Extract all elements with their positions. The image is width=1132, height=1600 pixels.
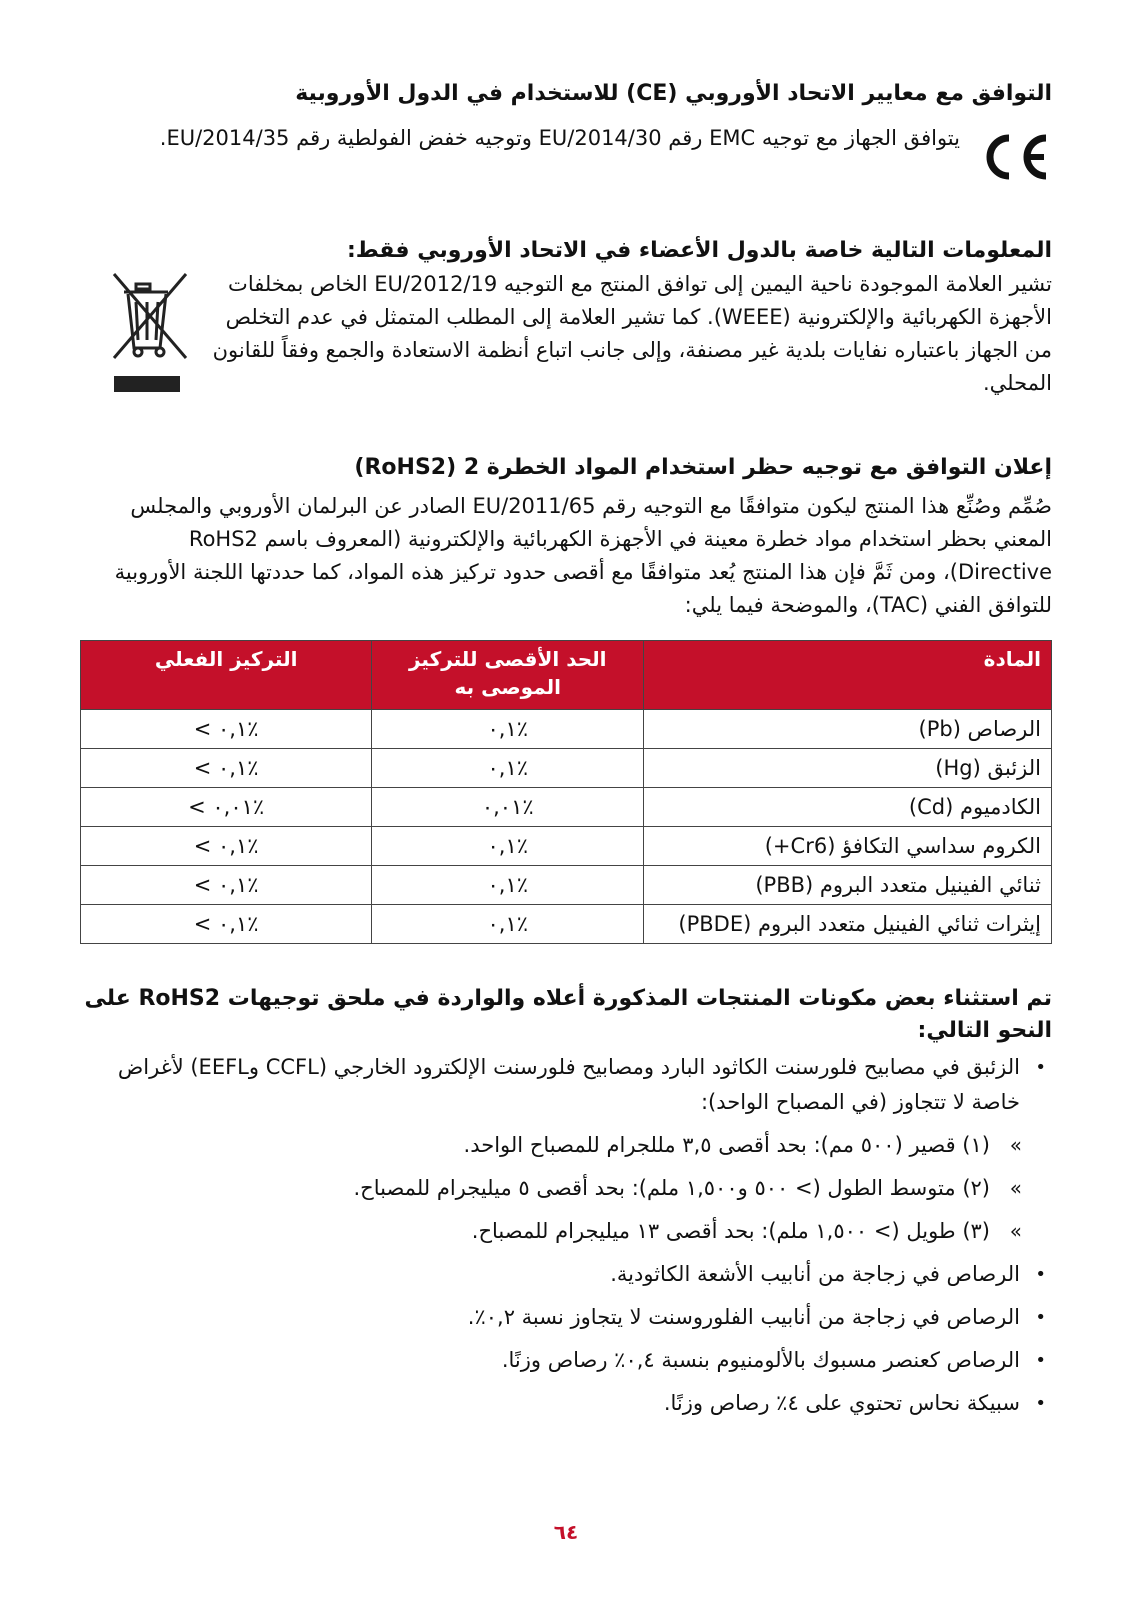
substance-cell: الزئبق (Hg) — [644, 749, 1052, 788]
substance-cell: الكروم سداسي التكافؤ (Cr6+) — [644, 827, 1052, 866]
list-item-text: الرصاص في زجاجة من أنابيب الأشعة الكاثودية. — [610, 1262, 1020, 1286]
list-item — [80, 1300, 1052, 1335]
table-row — [81, 788, 1052, 827]
sub-list-item — [80, 1214, 1052, 1249]
exemptions-list — [80, 1050, 1052, 1429]
rohs-heading: إعلان التوافق مع توجيه حظر استخدام المواد الخطرة 2 (RoHS2) — [354, 455, 1052, 480]
table-row — [81, 749, 1052, 788]
sub-list-item — [80, 1128, 1052, 1163]
actual-concentration-cell: < ٠,١٪ — [81, 905, 372, 944]
bullet-dot: • — [1035, 1057, 1046, 1078]
list-item — [80, 1257, 1052, 1292]
ce-compliance-text: يتوافق الجهاز مع توجيه EMC رقم 2014/30/EU وتوجيه خفض الفولطية رقم 2014/35/EU. — [159, 126, 960, 150]
bullet-dot: • — [1035, 1350, 1046, 1371]
substance-cell: إيثرات ثنائي الفينيل متعدد البروم (PBDE) — [644, 905, 1052, 944]
bullet-dot: • — [1035, 1393, 1046, 1414]
crossed-out-bin-icon — [110, 272, 190, 404]
header-substance: المادة — [644, 641, 1052, 710]
max-concentration-cell: ٠,١٪ — [372, 710, 644, 749]
header-actual-concentration: التركيز الفعلي — [81, 641, 372, 710]
substance-cell: الكادميوم (Cd) — [644, 788, 1052, 827]
table-row — [81, 866, 1052, 905]
ce-mark-icon — [973, 130, 1053, 184]
document-page — [80, 0, 1052, 1600]
actual-concentration-cell: < ٠,١٪ — [81, 827, 372, 866]
list-item — [80, 1386, 1052, 1421]
sub-list-item-text: (١) قصير (٥٠٠ مم): بحد أقصى ٣,٥ مللجرام للمصباح الواحد. — [463, 1133, 990, 1157]
sub-list-item — [80, 1171, 1052, 1206]
list-item — [80, 1343, 1052, 1378]
bullet-dot: • — [1035, 1264, 1046, 1285]
sub-bullet-mark: » — [1009, 1133, 1022, 1157]
list-item-text: سبيكة نحاس تحتوي على ٤٪ رصاص وزنًا. — [663, 1391, 1020, 1415]
max-concentration-cell: ٠,٠١٪ — [372, 788, 644, 827]
header-max-concentration: الحد الأقصى للتركيز الموصى به — [372, 641, 644, 710]
list-item-text: الزئبق في مصابيح فلورسنت الكاثود البارد ومصابيح فلورسنت الإلكترود الخارجي (CCFL وEEFL) لأغراض خاصة لا تتجاوز (في المصباح الواحد): — [117, 1055, 1020, 1114]
max-concentration-cell: ٠,١٪ — [372, 827, 644, 866]
actual-concentration-cell: < ٠,١٪ — [81, 866, 372, 905]
sub-list-item-text: (٣) طويل (> ١,٥٠٠ ملم): بحد أقصى ١٣ ميليجرام للمصباح. — [471, 1219, 990, 1243]
rohs-text: صُمِّم وصُنِّع هذا المنتج ليكون متوافقًا مع التوجيه رقم 2011/65/EU الصادر عن البرلمان الأوروبي والمجلس المعني بحظر استخدام مواد خطرة معينة في الأجهزة الكهربائية والإلكترونية (المعروف باسم RoHS2 Directive)، ومن ثَمَّ فإن هذا المنتج يُعد متوافقًا مع أقصى حدود تركيز هذه المواد، كما حددتها اللجنة الأوروبية للتوافق الفني (TAC)، والموضحة فيما يلي: — [114, 494, 1052, 617]
bullet-dot: • — [1035, 1307, 1046, 1328]
substance-cell: ثنائي الفينيل متعدد البروم (PBB) — [644, 866, 1052, 905]
list-item — [80, 1050, 1052, 1120]
list-item-text: الرصاص كعنصر مسبوك بالألومنيوم بنسبة ٠,٤٪ رصاص وزنًا. — [501, 1348, 1020, 1372]
weee-heading: المعلومات التالية خاصة بالدول الأعضاء في الاتحاد الأوروبي فقط: — [346, 238, 1052, 263]
sub-bullet-mark: » — [1009, 1219, 1022, 1243]
actual-concentration-cell: < ٠,١٪ — [81, 749, 372, 788]
list-item-text: الرصاص في زجاجة من أنابيب الفلوروسنت لا يتجاوز نسبة ٠,٢٪. — [467, 1305, 1020, 1329]
sub-list-item-text: (٢) متوسط الطول (> ٥٠٠ و١,٥٠٠ ملم): بحد أقصى ٥ ميليجرام للمصباح. — [353, 1176, 990, 1200]
ce-heading: التوافق مع معايير الاتحاد الأوروبي (CE) للاستخدام في الدول الأوروبية — [295, 81, 1052, 106]
table-row — [81, 827, 1052, 866]
actual-concentration-cell: < ٠,٠١٪ — [81, 788, 372, 827]
actual-concentration-cell: < ٠,١٪ — [81, 710, 372, 749]
table-header-row — [81, 641, 1052, 710]
substance-cell: الرصاص (Pb) — [644, 710, 1052, 749]
weee-text: تشير العلامة الموجودة ناحية اليمين إلى توافق المنتج مع التوجيه 2012/19/EU الخاص بمخلفات الأجهزة الكهربائية والإلكترونية (WEEE). كما تشير العلامة إلى المطلب المتمثل في عدم التخلص من الجهاز باعتباره نفايات بلدية غير مصنفة، وإلى جانب اتباع أنظمة الاستعادة والجمع وفقاً للقانون المحلي. — [212, 272, 1052, 395]
rohs-concentration-table — [80, 640, 1052, 944]
exemptions-heading: تم استثناء بعض مكونات المنتجات المذكورة أعلاه والواردة في ملحق توجيهات RoHS2 على النحو التالي: — [84, 986, 1052, 1043]
max-concentration-cell: ٠,١٪ — [372, 905, 644, 944]
page-number: ٦٤ — [553, 1520, 579, 1544]
max-concentration-cell: ٠,١٪ — [372, 749, 644, 788]
table-row — [81, 710, 1052, 749]
sub-bullet-mark: » — [1009, 1176, 1022, 1200]
table-row — [81, 905, 1052, 944]
max-concentration-cell: ٠,١٪ — [372, 866, 644, 905]
